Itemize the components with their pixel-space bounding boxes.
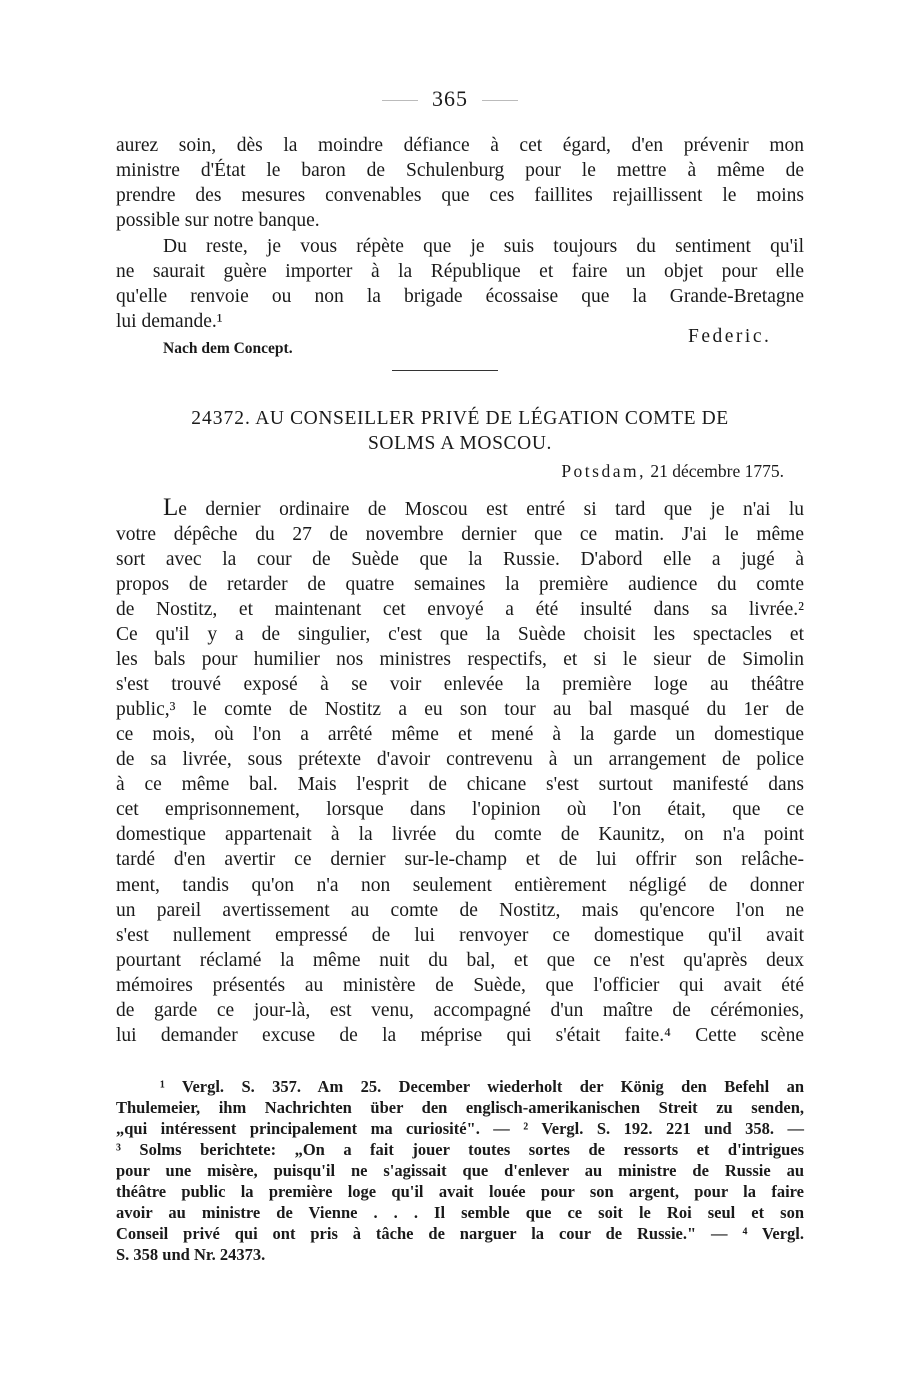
text-line-first	[163, 495, 804, 522]
text-line: aurez soin, dès la moindre défiance à cet égard, d'en prévenir mon	[116, 135, 804, 156]
text-line: Du reste, je vous répète que je suis toujours du sentiment qu'il	[163, 236, 804, 257]
text-line: sort avec la cour de Suède que la Russie. D'abord elle a jugé à	[116, 549, 804, 570]
dateline-date: 21 décembre 1775.	[650, 461, 784, 481]
footnote-line: S. 358 und Nr. 24373.	[116, 1245, 266, 1264]
text-line: de garde ce jour-là, est venu, accompagné d'un maître de cérémonies,	[116, 1000, 804, 1021]
text-line: s'est nullement empressé de lui renvoyer ce domestique qu'il avait	[116, 925, 804, 946]
text-line: qu'elle renvoie ou non la brigade écossaise que la Grande-Bretagne	[116, 286, 804, 307]
text-line: s'est trouvé exposé à se voir enlevée la première loge au théâtre	[116, 674, 804, 695]
letter-heading-line1: AU CONSEILLER PRIVÉ DE LÉGATION COMTE DE	[255, 408, 729, 429]
text-line: mémoires présentés au ministère de Suède, que l'officier qui avait été	[116, 975, 804, 996]
footnote-line: pour une misère, puisqu'il ne s'agissait que d'enlever au ministre de Russie au	[116, 1161, 804, 1180]
text-line: Ce qu'il y a de singulier, c'est que la Suède choisit les spectacles et	[116, 624, 804, 645]
text-line: de Nostitz, et maintenant cet envoyé a été insulté dans sa livrée.²	[116, 599, 804, 620]
dateline-place: Potsdam,	[561, 461, 646, 481]
page-number	[0, 86, 900, 112]
text-line: de sa livrée, sous prétexte d'avoir contrevenu à un arrangement de police	[116, 749, 804, 770]
text-line: ment, tandis qu'on n'a non seulement entièrement négligé de donner	[116, 875, 804, 896]
footnote-line: „qui intéressent principalement ma curiosité". — ² Vergl. S. 192. 221 und 358. —	[116, 1119, 804, 1138]
signature: Federic.	[688, 326, 772, 347]
text-line: public,³ le comte de Nostitz a eu son tour au bal masqué du 1er de	[116, 699, 804, 720]
text-line: lui demande.¹	[116, 311, 223, 332]
text-line: propos de retarder de quatre semaines la première audience du comte	[116, 574, 804, 595]
text-line: un pareil avertissement au comte de Nostitz, mais qu'encore l'on ne	[116, 900, 804, 921]
text-line: votre dépêche du 27 de novembre dernier que ce matin. J'ai le même	[116, 524, 804, 545]
text-line: pourtant réclamé la même nuit du bal, et que ce n'est qu'après deux	[116, 950, 804, 971]
footnote-line: ³ Solms berichtete: „On a fait jouer toutes sortes de ressorts et d'intrigues	[116, 1140, 804, 1159]
text-line: cet emprisonnement, lorsque dans l'opinion où l'on était, que ce	[116, 799, 804, 820]
text-line: à ce même bal. Mais l'esprit de chicane s'est surtout manifesté dans	[116, 774, 804, 795]
text-line: ne saurait guère importer à la République et faire un objet pour elle	[116, 261, 804, 282]
text-line: domestique appartenait à la livrée du comte de Kaunitz, on n'a point	[116, 824, 804, 845]
letter-number: 24372.	[191, 408, 251, 429]
text-line: prendre des mesures convenables que ces faillites rejaillissent le moins	[116, 185, 804, 206]
dateline	[516, 461, 784, 482]
footnote-line: avoir au ministre de Vienne . . . Il semble que ce soit le Roi seul et son	[116, 1203, 804, 1222]
text-line: ce mois, où l'on a arrêté même et mené à la garde un domestique	[116, 724, 804, 745]
section-divider	[392, 370, 498, 371]
text-line: possible sur notre banque.	[116, 210, 320, 231]
footnote-line: Conseil privé qui ont pris à tâche de narguer la cour de Russie." — ⁴ Vergl.	[116, 1224, 804, 1243]
page-number-rule-left	[382, 100, 418, 101]
page-number-rule-right	[482, 100, 518, 101]
footnote-line: Thulemeier, ihm Nachrichten über den englisch-amerikanischen Streit zu senden,	[116, 1098, 804, 1117]
text-line-first-rest: e dernier ordinaire de Moscou est entré si tard que je n'ai lu	[178, 499, 804, 520]
footnote-line: ¹ Vergl. S. 357. Am 25. December wiederholt der König den Befehl an	[160, 1077, 804, 1096]
text-line: ministre d'État le baron de Schulenburg pour le mettre à même de	[116, 160, 804, 181]
text-line: lui demander excuse de la méprise qui s'était faite.⁴ Cette scène	[116, 1025, 804, 1046]
letter-heading-line2: SOLMS A MOSCOU.	[367, 433, 552, 454]
text-line: tardé d'en avertir ce dernier sur-le-champ et de lui offrir son relâche-	[116, 849, 804, 870]
letter-heading	[116, 406, 804, 432]
drop-cap: L	[163, 494, 179, 521]
source-note: Nach dem Concept.	[163, 340, 293, 357]
text-line: les bals pour humilier nos ministres respectifs, et si le sieur de Simolin	[116, 649, 804, 670]
page-number-text: 365	[432, 86, 468, 111]
footnote-line: théâtre public la première loge qu'il avait louée pour son argent, pour la faire	[116, 1182, 804, 1201]
